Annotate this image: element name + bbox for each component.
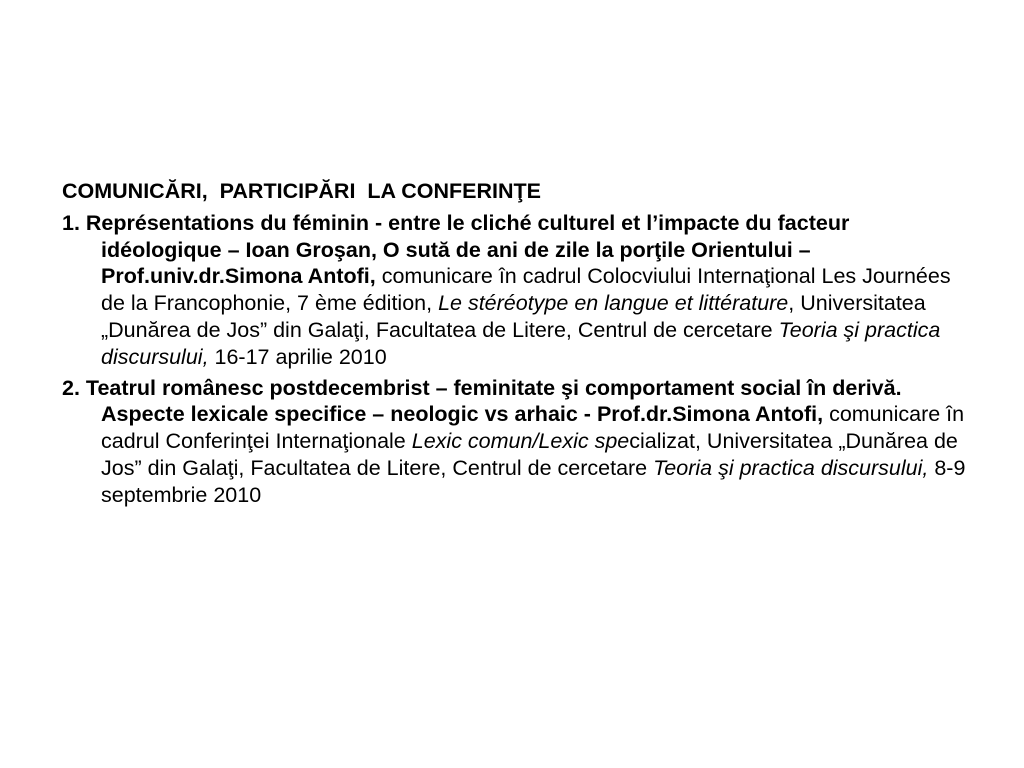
- entry-date: 16-17 aprilie 2010: [208, 344, 387, 369]
- entry-date: 8-9 septembrie 2010: [101, 455, 966, 507]
- entry-text: comunicare în cadrul Colocviului Internaţional Les Journées de la Francophonie, 7 ème édition,: [101, 264, 951, 316]
- entry-italic-title: Le stéréotype en langue et littérature: [438, 291, 789, 316]
- list-item: [62, 210, 967, 371]
- entry-italic-title: Teoria şi practica discursului,: [653, 455, 929, 480]
- entry-text: comunicare în cadrul Conferinţei Internaţionale: [101, 402, 965, 454]
- entry-title: 2. Teatrul românesc postdecembrist – feminitate şi comportament social în derivă. Aspecte lexicale specifice – neologic vs arhaic - Prof.dr.Simona Antofi,: [62, 375, 902, 427]
- entry-italic-title: Lexic comun/Lexic spe: [411, 429, 630, 454]
- entry-text: , Universitatea „Dunărea de Jos” din Galaţi, Facultatea de Litere, Centrul de cercetare: [101, 291, 926, 342]
- list-item: [62, 375, 967, 509]
- section-heading: COMUNICĂRI, PARTICIPĂRI LA CONFERINŢE: [62, 179, 541, 203]
- slide-content: [62, 178, 967, 513]
- entry-title: 1. Représentations du féminin - entre le cliché culturel et l’impacte du facteur idéologique – Ioan Groşan, O sută de ani de zile la porţile Orientului – Prof.univ.dr.Simona Antofi,: [62, 210, 850, 289]
- entry-text: cializat, Universitatea „Dunărea de Jos” din Galaţi, Facultatea de Litere, Centrul de cercetare: [101, 429, 958, 480]
- entry-italic-title: Teoria şi practica discursului,: [101, 317, 941, 369]
